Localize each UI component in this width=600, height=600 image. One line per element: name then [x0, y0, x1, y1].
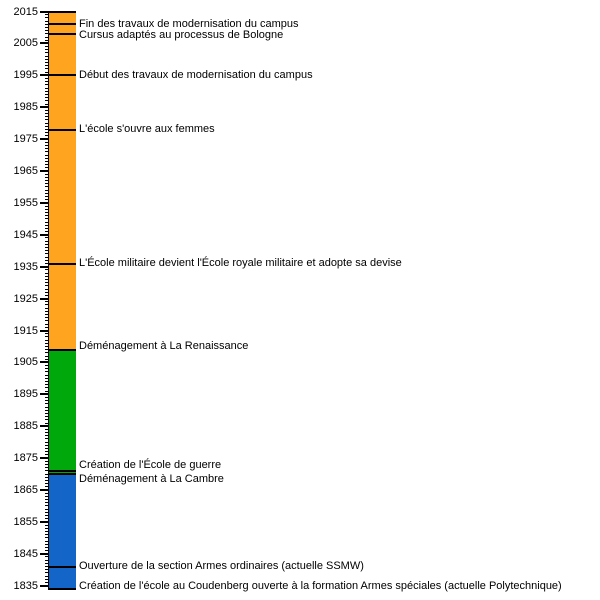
minor-tick: [45, 480, 48, 481]
minor-tick: [45, 155, 48, 156]
minor-tick: [45, 448, 48, 449]
minor-tick: [45, 218, 48, 219]
minor-tick: [45, 142, 48, 143]
minor-tick: [45, 260, 48, 261]
event-marker-line: [48, 33, 76, 35]
minor-tick: [45, 454, 48, 455]
event-label: L'École militaire devient l'École royale militaire et adopte sa devise: [79, 257, 402, 269]
minor-tick: [45, 167, 48, 168]
minor-tick: [45, 547, 48, 548]
minor-tick: [45, 531, 48, 532]
minor-tick: [45, 14, 48, 15]
minor-tick: [45, 352, 48, 353]
minor-tick: [45, 295, 48, 296]
minor-tick: [45, 116, 48, 117]
minor-tick: [45, 416, 48, 417]
minor-tick: [45, 145, 48, 146]
minor-tick: [45, 365, 48, 366]
major-tick: [40, 553, 48, 555]
year-tick-label: 1835: [13, 579, 38, 592]
minor-tick: [45, 257, 48, 258]
year-tick-label: 1865: [13, 484, 38, 496]
minor-tick: [45, 461, 48, 462]
minor-tick: [45, 432, 48, 433]
minor-tick: [45, 161, 48, 162]
minor-tick: [45, 27, 48, 28]
event-marker-line: [48, 470, 76, 472]
year-tick-label: 1975: [13, 133, 38, 146]
minor-tick: [45, 113, 48, 114]
minor-tick: [45, 282, 48, 283]
minor-tick: [45, 292, 48, 293]
minor-tick: [45, 212, 48, 213]
event-label: Cursus adaptés au processus de Bologne: [79, 29, 284, 42]
minor-tick: [45, 509, 48, 510]
event-label: Début des travaux de modernisation du campus: [79, 68, 313, 81]
event-marker-line: [48, 23, 76, 25]
minor-tick: [45, 135, 48, 136]
minor-tick: [45, 151, 48, 152]
year-tick-label: 1885: [13, 420, 38, 433]
minor-tick: [45, 356, 48, 357]
event-marker-line: [48, 588, 76, 590]
minor-tick: [45, 196, 48, 197]
major-tick: [40, 361, 48, 363]
minor-tick: [45, 525, 48, 526]
year-tick-label: 1905: [13, 356, 38, 369]
major-tick: [40, 11, 48, 13]
minor-tick: [45, 477, 48, 478]
minor-tick: [45, 237, 48, 238]
year-tick-label: 1915: [13, 324, 38, 337]
minor-tick: [45, 419, 48, 420]
major-tick: [40, 298, 48, 300]
minor-tick: [45, 502, 48, 503]
minor-tick: [45, 228, 48, 229]
major-tick: [40, 170, 48, 172]
minor-tick: [45, 499, 48, 500]
minor-tick: [45, 276, 48, 277]
minor-tick: [45, 269, 48, 270]
minor-tick: [45, 368, 48, 369]
minor-tick: [45, 556, 48, 557]
minor-tick: [45, 336, 48, 337]
minor-tick: [45, 241, 48, 242]
year-tick-label: 1875: [13, 452, 38, 465]
minor-tick: [45, 569, 48, 570]
minor-tick: [45, 68, 48, 69]
minor-tick: [45, 62, 48, 63]
minor-tick: [45, 327, 48, 328]
minor-tick: [45, 378, 48, 379]
minor-tick: [45, 59, 48, 60]
minor-tick: [45, 391, 48, 392]
timeline-bar-segment: [49, 12, 76, 350]
minor-tick: [45, 550, 48, 551]
minor-tick: [45, 289, 48, 290]
minor-tick: [45, 225, 48, 226]
minor-tick: [45, 320, 48, 321]
minor-tick: [45, 250, 48, 251]
minor-tick: [45, 190, 48, 191]
minor-tick: [45, 311, 48, 312]
minor-tick: [45, 340, 48, 341]
minor-tick: [45, 65, 48, 66]
minor-tick: [45, 413, 48, 414]
year-axis-line: [48, 11, 49, 590]
minor-tick: [45, 308, 48, 309]
minor-tick: [45, 435, 48, 436]
event-marker-line: [48, 129, 76, 131]
minor-tick: [45, 180, 48, 181]
minor-tick: [45, 177, 48, 178]
minor-tick: [45, 46, 48, 47]
minor-tick: [45, 164, 48, 165]
minor-tick: [45, 324, 48, 325]
event-label: Création de l'École de guerre: [79, 459, 222, 472]
event-label: L'école s'ouvre aux femmes: [79, 123, 215, 136]
major-tick: [40, 202, 48, 204]
minor-tick: [45, 100, 48, 101]
minor-tick: [45, 88, 48, 89]
minor-tick: [45, 273, 48, 274]
minor-tick: [45, 515, 48, 516]
minor-tick: [45, 483, 48, 484]
minor-tick: [45, 467, 48, 468]
bar-top-line: [48, 11, 76, 13]
minor-tick: [45, 97, 48, 98]
minor-tick: [45, 314, 48, 315]
minor-tick: [45, 110, 48, 111]
minor-tick: [45, 17, 48, 18]
minor-tick: [45, 285, 48, 286]
major-tick: [40, 42, 48, 44]
minor-tick: [45, 384, 48, 385]
major-tick: [40, 393, 48, 395]
minor-tick: [45, 158, 48, 159]
year-tick-label: 1845: [13, 547, 38, 560]
minor-tick: [45, 183, 48, 184]
minor-tick: [45, 148, 48, 149]
event-label: Création de l'école au Coudenberg ouverte à la formation Armes spéciales (actuelle Polytechnique): [79, 580, 562, 593]
major-tick: [40, 330, 48, 332]
minor-tick: [45, 104, 48, 105]
minor-tick: [45, 579, 48, 580]
event-marker-line: [48, 349, 76, 351]
minor-tick: [45, 381, 48, 382]
major-tick: [40, 266, 48, 268]
minor-tick: [45, 119, 48, 120]
minor-tick: [45, 317, 48, 318]
year-tick-label: 2005: [13, 37, 38, 50]
minor-tick: [45, 576, 48, 577]
minor-tick: [45, 84, 48, 85]
major-tick: [40, 585, 48, 587]
event-label: Fin des travaux de modernisation du campus: [79, 17, 299, 30]
year-tick-label: 1985: [13, 101, 38, 114]
minor-tick: [45, 451, 48, 452]
year-tick-label: 1925: [13, 292, 38, 305]
minor-tick: [45, 486, 48, 487]
minor-tick: [45, 429, 48, 430]
minor-tick: [45, 464, 48, 465]
minor-tick: [45, 333, 48, 334]
year-tick-label: 1895: [13, 388, 38, 401]
major-tick: [40, 457, 48, 459]
minor-tick: [45, 231, 48, 232]
minor-tick: [45, 30, 48, 31]
minor-tick: [45, 518, 48, 519]
minor-tick: [45, 21, 48, 22]
minor-tick: [45, 78, 48, 79]
event-marker-line: [48, 566, 76, 568]
major-tick: [40, 74, 48, 76]
minor-tick: [45, 403, 48, 404]
minor-tick: [45, 186, 48, 187]
minor-tick: [45, 505, 48, 506]
minor-tick: [45, 72, 48, 73]
minor-tick: [45, 56, 48, 57]
minor-tick: [45, 304, 48, 305]
minor-tick: [45, 215, 48, 216]
minor-tick: [45, 346, 48, 347]
minor-tick: [45, 582, 48, 583]
minor-tick: [45, 528, 48, 529]
minor-tick: [45, 400, 48, 401]
minor-tick: [45, 40, 48, 41]
year-tick-label: 1855: [13, 515, 38, 528]
minor-tick: [45, 222, 48, 223]
minor-tick: [45, 359, 48, 360]
minor-tick: [45, 493, 48, 494]
year-tick-label: 1965: [13, 165, 38, 177]
minor-tick: [45, 123, 48, 124]
minor-tick: [45, 81, 48, 82]
minor-tick: [45, 410, 48, 411]
minor-tick: [45, 572, 48, 573]
minor-tick: [45, 244, 48, 245]
minor-tick: [45, 247, 48, 248]
minor-tick: [45, 442, 48, 443]
minor-tick: [45, 445, 48, 446]
minor-tick: [45, 537, 48, 538]
minor-tick: [45, 496, 48, 497]
minor-tick: [45, 253, 48, 254]
major-tick: [40, 521, 48, 523]
minor-tick: [45, 91, 48, 92]
minor-tick: [45, 397, 48, 398]
event-label: Déménagement à La Renaissance: [79, 340, 249, 353]
minor-tick: [45, 387, 48, 388]
minor-tick: [45, 423, 48, 424]
major-tick: [40, 138, 48, 140]
timeline-bar-segment: [49, 474, 76, 589]
minor-tick: [45, 534, 48, 535]
year-tick-label: 1955: [13, 196, 38, 209]
year-tick-label: 1945: [13, 228, 38, 241]
major-tick: [40, 489, 48, 491]
major-tick: [40, 234, 48, 236]
minor-tick: [45, 343, 48, 344]
minor-tick: [45, 371, 48, 372]
minor-tick: [45, 37, 48, 38]
year-tick-label: 1935: [13, 260, 38, 273]
minor-tick: [45, 301, 48, 302]
minor-tick: [45, 544, 48, 545]
major-tick: [40, 425, 48, 427]
major-tick: [40, 106, 48, 108]
year-tick-label: 1995: [13, 69, 38, 82]
minor-tick: [45, 209, 48, 210]
minor-tick: [45, 541, 48, 542]
event-label: Déménagement à La Cambre: [79, 472, 224, 485]
minor-tick: [45, 94, 48, 95]
minor-tick: [45, 174, 48, 175]
minor-tick: [45, 132, 48, 133]
timeline-bar-segment: [49, 350, 76, 474]
event-marker-line: [48, 263, 76, 265]
event-label: Ouverture de la section Armes ordinaires (actuelle SSMW): [79, 560, 364, 573]
minor-tick: [45, 438, 48, 439]
event-marker-line: [48, 473, 76, 475]
minor-tick: [45, 279, 48, 280]
year-tick-label: 2015: [13, 5, 38, 18]
minor-tick: [45, 49, 48, 50]
minor-tick: [45, 560, 48, 561]
minor-tick: [45, 199, 48, 200]
minor-tick: [45, 206, 48, 207]
event-marker-line: [48, 74, 76, 76]
minor-tick: [45, 193, 48, 194]
minor-tick: [45, 52, 48, 53]
minor-tick: [45, 126, 48, 127]
minor-tick: [45, 563, 48, 564]
minor-tick: [45, 407, 48, 408]
minor-tick: [45, 512, 48, 513]
minor-tick: [45, 375, 48, 376]
